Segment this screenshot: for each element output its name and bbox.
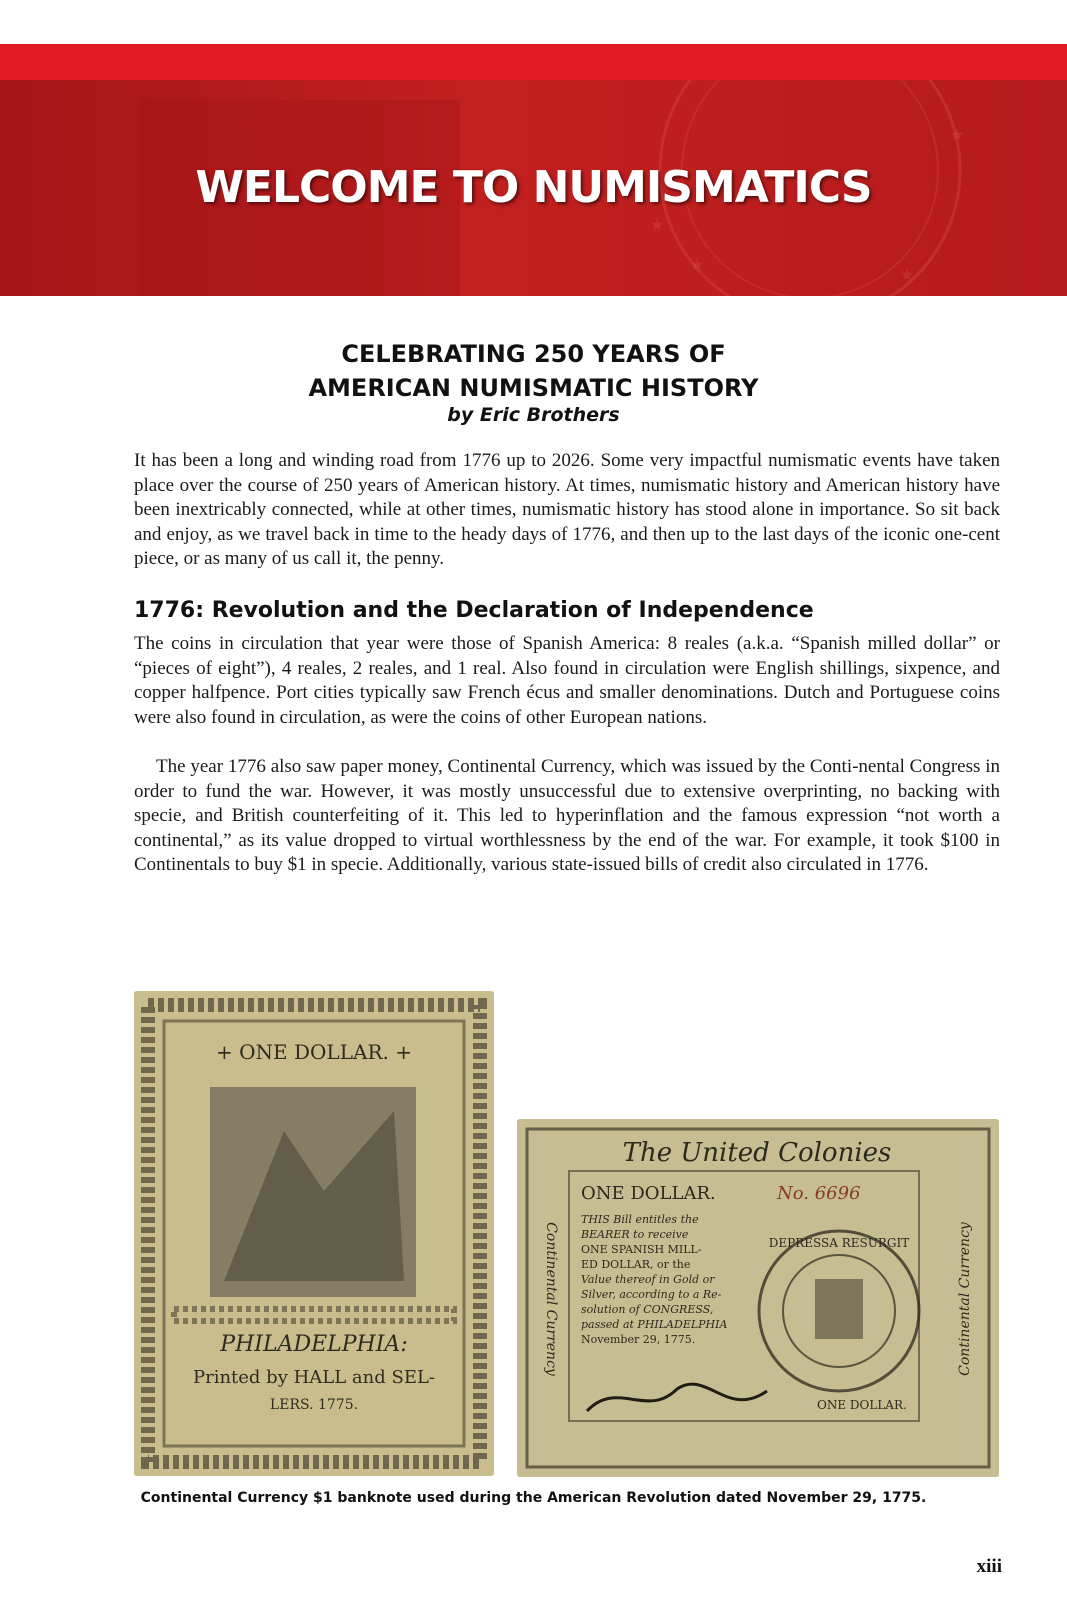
svg-text:★: ★ xyxy=(690,255,705,274)
section-1776-paragraph-1: The coins in circulation that year were those of Spanish America: 8 reales (a.k.a. “Spanish milled dollar” or “pieces of eight”), 4 reales, 2 reales, and 1 real. Also found in circulation were English shillings, sixpence, and copper halfpence. Port cities typically saw French écus and smaller denominations. Dutch and Portuguese coins were also found in circulation, as were the coins of other European nations. xyxy=(134,633,1000,728)
right-note-motto: DEPRESSA RESURGIT xyxy=(768,1236,910,1250)
right-note-text-line: Silver, according to a Re- xyxy=(581,1288,722,1301)
right-note-bottom-denomination: ONE DOLLAR. xyxy=(817,1398,907,1412)
right-note-serial: No. 6696 xyxy=(777,1183,861,1204)
section-heading-1776: 1776: Revolution and the Declaration of Independence xyxy=(134,598,814,623)
chapter-title: WELCOME TO NUMISMATICS xyxy=(195,162,872,213)
right-note-side-text-left: Continental Currency xyxy=(543,1222,559,1376)
figure-caption: Continental Currency $1 banknote used during the American Revolution dated November 29, 1775. xyxy=(140,1490,927,1506)
article-byline: by Eric Brothers xyxy=(447,404,620,426)
right-note-text-line: passed at PHILADELPHIA xyxy=(581,1318,728,1331)
right-note-text-line: ONE SPANISH MILL- xyxy=(581,1243,702,1256)
right-note-denomination: ONE DOLLAR. xyxy=(581,1183,716,1204)
banknote-front-image xyxy=(517,1119,999,1477)
intro-paragraph: It has been a long and winding road from 1776 up to 2026. Some very impactful numismatic events have taken place over the course of 250 years of American history. At times, numismatic history and American history have been inextricably connected, while at other times, numismatic history has stood alone in importance. So sit back and enjoy, as we travel back in time to the heady days of 1776, and then up to the last days of the iconic one-cent piece, or as many of us call it, the penny. xyxy=(134,450,1000,570)
right-note-text-line: BEARER to receive xyxy=(581,1228,689,1241)
section-1776-paragraph-2: The year 1776 also saw paper money, Continental Currency, which was issued by the Conti-nental Congress in order to fund the war. However, it was mostly unsuccessful due to extensive overprinting, no backing with specie, and British counterfeiting of it. This led to hyperinflation and the famous expression “not worth a continental,” as its value dropped to virtual worthlessness by the end of the war. For example, it took $100 in Continentals to buy $1 in specie. Additionally, various state-issued bills of credit also circulated in 1776. xyxy=(134,756,1000,876)
right-note-text-line: ED DOLLAR, or the xyxy=(581,1258,691,1271)
banknote-back-illustration xyxy=(134,991,494,1476)
banknote-front-illustration xyxy=(517,1119,999,1477)
left-note-year-text: LERS. 1775. xyxy=(269,1397,359,1413)
left-note-city-text: PHILADELPHIA: xyxy=(220,1332,408,1357)
page-number: xiii xyxy=(976,1556,1002,1577)
svg-text:★: ★ xyxy=(650,215,665,234)
left-note-top-text: + ONE DOLLAR. + xyxy=(216,1040,412,1064)
svg-text:★: ★ xyxy=(950,125,965,144)
right-note-text-line: THIS Bill entitles the xyxy=(581,1213,699,1226)
right-note-text-line: solution of CONGRESS, xyxy=(581,1303,714,1316)
svg-text:★: ★ xyxy=(900,265,915,284)
right-note-header: The United Colonies xyxy=(622,1138,892,1168)
article-title-line-1: CELEBRATING 250 YEARS OF xyxy=(341,340,726,368)
left-note-printer-text: Printed by HALL and SEL- xyxy=(192,1367,436,1388)
banknote-back-image xyxy=(134,991,494,1476)
banner-top-stripe xyxy=(0,44,1067,80)
article-title-line-2: AMERICAN NUMISMATIC HISTORY xyxy=(308,374,759,402)
right-note-text-line: Value thereof in Gold or xyxy=(581,1273,715,1286)
right-note-text-line: November 29, 1775. xyxy=(581,1333,696,1346)
chapter-banner xyxy=(0,44,1067,296)
right-note-side-text-right: Continental Currency xyxy=(957,1222,973,1376)
